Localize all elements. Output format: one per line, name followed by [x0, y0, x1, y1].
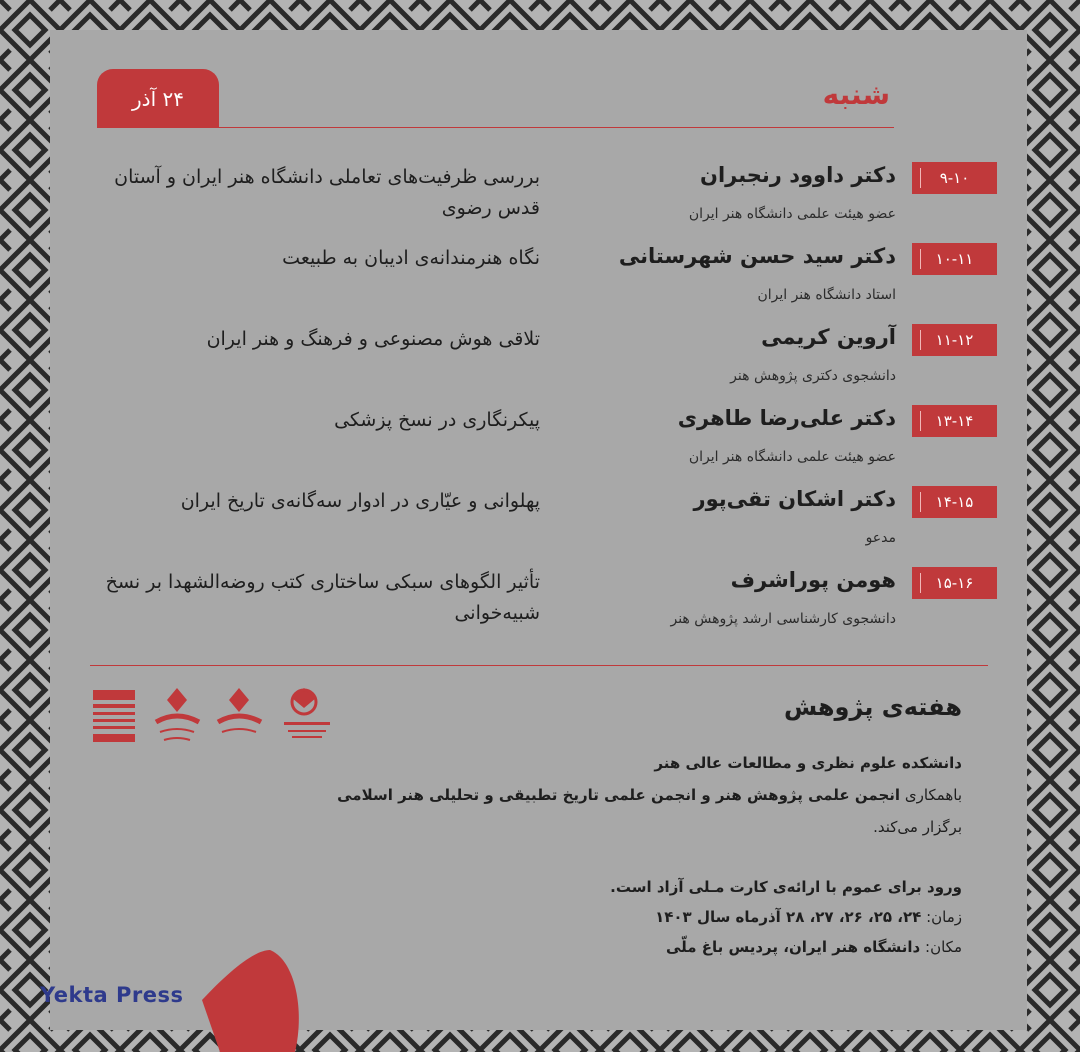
speaker-title: عضو هیئت علمی دانشگاه هنر ایران [688, 449, 896, 465]
talk-title: تأثیر الگوهای سبکی ساختاری کتب روضه‌الشهدا بر نسخ شبیه‌خوانی [105, 571, 540, 624]
entry-line [610, 878, 962, 896]
speaker-name: دکتر علی‌رضا طاهری [677, 406, 896, 430]
schedule-row [0, 243, 1080, 323]
held-line: برگزار می‌کند. [873, 818, 962, 836]
schedule-row [0, 486, 1080, 566]
time-badge: ۹-۱۰ [912, 162, 997, 194]
schedule-row [0, 567, 1080, 647]
collab-line [337, 786, 962, 804]
speaker-name: دکتر داوود رنجبران [700, 163, 896, 187]
place-line [666, 938, 962, 956]
talk-title: تلاقی هوش مصنوعی و فرهنگ و هنر ایران [206, 328, 540, 350]
entry-note: ورود برای عموم با ارائه‌ی کارت مـلی آزاد است. [610, 878, 962, 896]
time-value: ۲۴، ۲۵، ۲۶، ۲۷، ۲۸ آذرماه سال ۱۴۰۳ [655, 908, 922, 926]
speaker-title: مدعو [865, 530, 896, 546]
watermark: Yekta Press [40, 983, 184, 1007]
art-university-logo-icon [212, 686, 267, 746]
speaker-title: دانشجوی دکتری پژوهش هنر [730, 368, 896, 384]
time-badge: ۱۱-۱۲ [912, 324, 997, 356]
time-label: زمان: [926, 908, 962, 926]
organizer: دانشکده علوم نظری و مطالعات عالی هنر [654, 754, 962, 772]
art-research-society-logo-icon [282, 686, 332, 746]
time-badge: ۱۵-۱۶ [912, 567, 997, 599]
week-title: هفته‌ی پژوهش [783, 693, 962, 721]
speaker-title: دانشجوی کارشناسی ارشد پژوهش هنر [670, 611, 896, 627]
collab-partners: انجمن علمی پژوهش هنر و انجمن علمی تاریخ تطبیقی و تحلیلی هنر اسلامی [337, 786, 901, 804]
speaker-name: آروین کریمی [761, 325, 896, 349]
speaker-title: عضو هیئت علمی دانشگاه هنر ایران [688, 206, 896, 222]
talk-title: پیکرنگاری در نسخ پزشکی [334, 409, 540, 431]
bottom-divider [90, 665, 988, 666]
place-value: دانشگاه هنر ایران، پردیس باغ ملّی [665, 938, 921, 956]
speaker-title: استاد دانشگاه هنر ایران [757, 287, 896, 303]
time-line [655, 908, 962, 926]
speaker-name: هومن پوراشرف [730, 568, 896, 592]
organizer-line [654, 754, 962, 772]
talk-title: نگاه هنرمندانه‌ی ادیبان به طبیعت [282, 247, 540, 269]
place-label: مکان: [925, 938, 962, 956]
speaker-name: دکتر اشکان تقی‌پور [693, 487, 896, 511]
time-badge: ۱۳-۱۴ [912, 405, 997, 437]
talk-title: پهلوانی و عیّاری در ادوار سه‌گانه‌ی تاریخ ایران [180, 490, 540, 512]
honooz-logo-icon [90, 686, 138, 746]
day-title: شنبه [822, 78, 890, 111]
schedule-row [0, 405, 1080, 485]
date-tab: ۲۴ آذر [97, 69, 219, 127]
art-university-logo-icon [150, 686, 205, 746]
schedule-row [0, 162, 1080, 242]
speaker-name: دکتر سید حسن شهرستانی [618, 244, 896, 268]
time-badge: ۱۴-۱۵ [912, 486, 997, 518]
time-badge: ۱۰-۱۱ [912, 243, 997, 275]
red-petal-shape [200, 950, 310, 1052]
schedule-row [0, 324, 1080, 404]
logo-row [90, 686, 340, 746]
top-divider [97, 127, 894, 128]
collab-prefix: باهمکاری [904, 786, 962, 804]
talk-title: بررسی ظرفیت‌های تعاملی دانشگاه هنر ایران و آستان قدس رضوی [114, 166, 540, 219]
